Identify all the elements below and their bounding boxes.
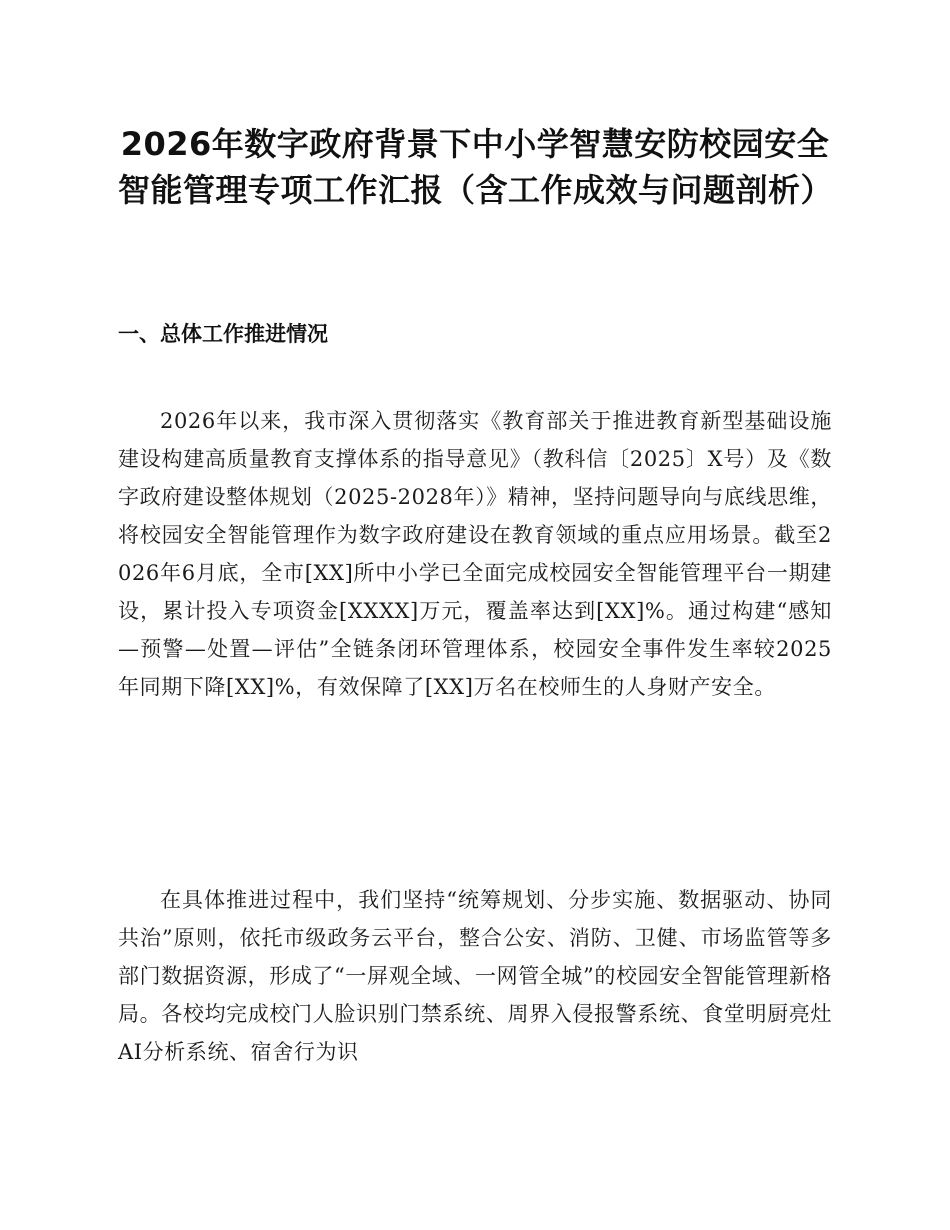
document-title: 2026年数字政府背景下中小学智慧安防校园安全智能管理专项工作汇报（含工作成效与问题剖析） (118, 125, 834, 209)
body-paragraph: 在具体推进过程中，我们坚持“统筹规划、分步实施、数据驱动、协同共治”原则，依托市级政务云平台，整合公安、消防、卫健、市场监管等多部门数据资源，形成了“一屏观全域、一网管全城”的校园安全智能管理新格局。各校均完成校门人脸识别门禁系统、周界入侵报警系统、食堂明厨亮灶AI分析系统、宿舍行为识 (118, 888, 832, 1064)
body-paragraph: 2026年以来，我市深入贯彻落实《教育部关于推进教育新型基础设施建设构建高质量教育支撑体系的指导意见》（教科信〔2025〕X号）及《数字政府建设整体规划（2025-2028年）》精神，坚持问题导向与底线思维，将校园安全智能管理作为数字政府建设在教育领域的重点应用场景。截至2026年6月底，全市[XX]所中小学已全面完成校园安全智能管理平台一期建设，累计投入专项资金[XXXX]万元，覆盖率达到[XX]%。通过构建“感知—预警—处置—评估”全链条闭环管理体系，校园安全事件发生率较2025年同期下降[XX]%，有效保障了[XX]万名在校师生的人身财产安全。 (118, 409, 832, 699)
section-heading: 一、总体工作推进情况 (118, 322, 328, 346)
